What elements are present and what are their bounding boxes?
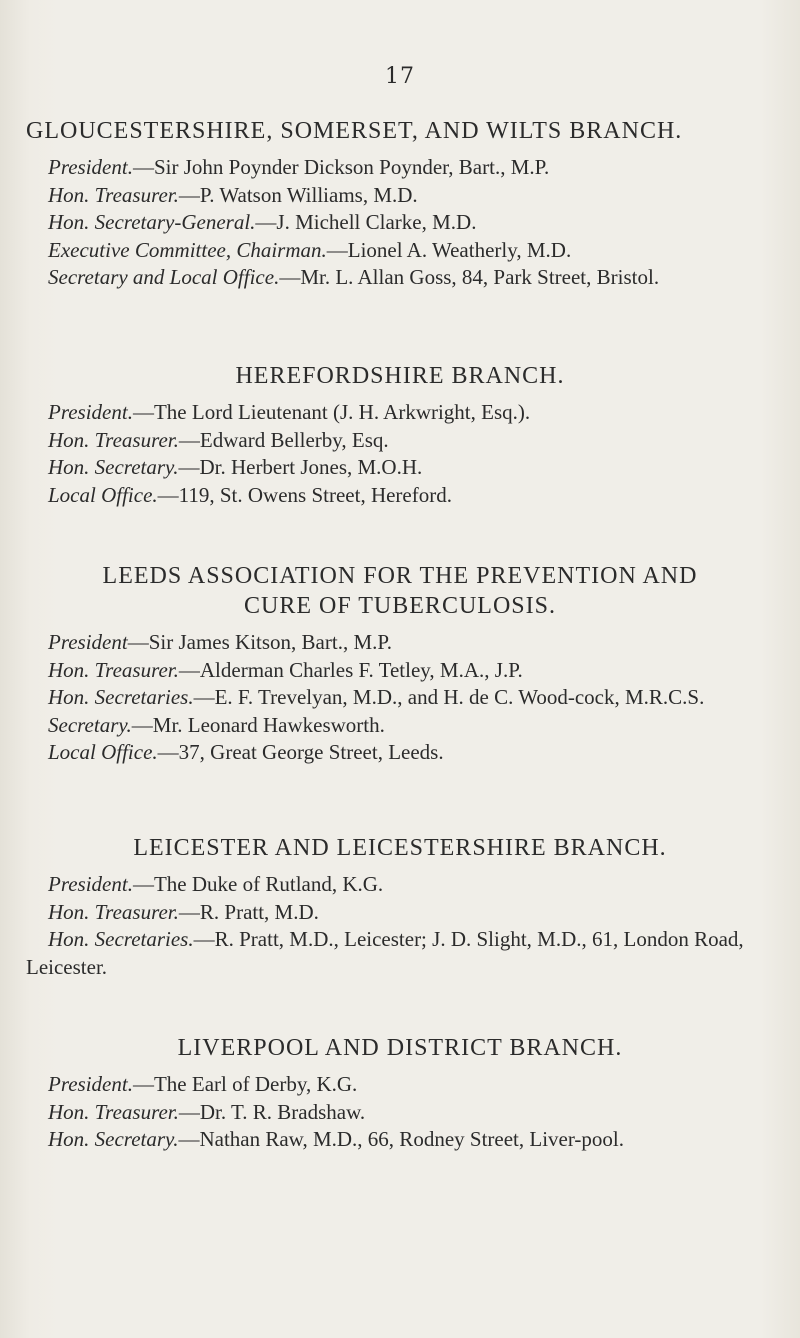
section-leicester: [0, 833, 800, 981]
entry-hon-secretary-general: [0, 209, 800, 237]
entry-text: —Lionel A. Weatherly, M.D.: [326, 237, 572, 262]
entry-text: —Edward Bellerby, Esq.: [178, 427, 389, 452]
section-leeds: [0, 561, 800, 767]
entry-hon-secretaries: [0, 684, 800, 712]
entry-text: —The Earl of Derby, K.G.: [132, 1072, 358, 1096]
entry-executive-chairman: [0, 237, 800, 265]
section-gloucestershire: [0, 116, 800, 292]
entry-text: —Mr. L. Allan Goss, 84, Park Street, Bristol.: [279, 265, 660, 289]
entry-text: —Dr. Herbert Jones, M.O.H.: [178, 455, 423, 479]
entry-hon-secretary: [0, 1126, 800, 1154]
section-heading-line1: LEEDS ASSOCIATION FOR THE PREVENTION AND: [102, 563, 698, 589]
section-heading: LIVERPOOL AND DISTRICT BRANCH.: [177, 1035, 623, 1061]
entry-role: Local Office.: [48, 482, 158, 507]
entry-hon-secretary: [0, 454, 800, 482]
entry-secretary-local-office: [0, 264, 800, 292]
entry-hon-treasurer: [0, 1099, 800, 1127]
section-heading: GLOUCESTERSHIRE, SOMERSET, AND WILTS BRANCH.: [26, 118, 683, 144]
entry-text: —37, Great George Street, Leeds.: [157, 740, 444, 764]
entry-role: President: [48, 630, 128, 654]
page-number: 17: [385, 64, 415, 89]
entry-role: Hon. Secretary.: [48, 1127, 179, 1151]
entry-president: [0, 154, 800, 182]
entry-hon-treasurer: [0, 182, 800, 210]
entry-secretary: [0, 712, 800, 740]
section-heading: HEREFORDSHIRE BRANCH.: [235, 363, 565, 389]
entry-text: —E. F. Trevelyan, M.D., and H. de C. Wood-cock, M.R.C.S.: [193, 685, 705, 709]
entry-role: Hon. Treasurer.: [48, 427, 179, 452]
entry-text: —The Duke of Rutland, K.G.: [132, 872, 384, 896]
entry-hon-treasurer: [0, 427, 800, 455]
entry-role: Hon. Secretary-General.: [48, 210, 256, 234]
entry-role: President.: [48, 155, 133, 179]
section-heading: LEICESTER AND LEICESTERSHIRE BRANCH.: [133, 835, 667, 861]
entry-text: —R. Pratt, M.D.: [178, 899, 319, 924]
entry-role: Executive Committee, Chairman.: [48, 237, 327, 262]
entry-role: Hon. Treasurer.: [48, 182, 179, 207]
entry-role: Hon. Treasurer.: [48, 899, 179, 924]
entry-text: —J. Michell Clarke, M.D.: [255, 210, 477, 234]
entry-role: Hon. Treasurer.: [48, 657, 179, 682]
entry-text: —Dr. T. R. Bradshaw.: [178, 1099, 366, 1124]
entry-text: —Sir John Poynder Dickson Poynder, Bart., M.P.: [132, 155, 550, 179]
entry-text: —Alderman Charles F. Tetley, M.A., J.P.: [178, 657, 523, 682]
entry-text: —The Lord Lieutenant (J. H. Arkwright, Esq.).: [132, 400, 531, 424]
entry-role: Hon. Secretaries.: [48, 927, 194, 951]
entry-president: [0, 1071, 800, 1099]
section-herefordshire: [0, 361, 800, 509]
entry-role: Secretary.: [48, 712, 132, 737]
entry-president: [0, 399, 800, 427]
section-heading-line2: CURE OF TUBERCULOSIS.: [244, 593, 556, 619]
section-liverpool: [0, 1033, 800, 1154]
entry-role: Hon. Treasurer.: [48, 1099, 179, 1124]
entry-role: President.: [48, 872, 133, 896]
entry-role: Hon. Secretaries.: [48, 685, 194, 709]
entry-role: Local Office.: [48, 740, 158, 764]
entry-role: President.: [48, 400, 133, 424]
entry-local-office: [0, 739, 800, 767]
entry-text: —119, St. Owens Street, Hereford.: [157, 482, 452, 507]
entry-text: —Nathan Raw, M.D., 66, Rodney Street, Liver-pool.: [178, 1127, 625, 1151]
entry-president: [0, 871, 800, 899]
entry-role: President.: [48, 1072, 133, 1096]
entry-text: —R. Pratt, M.D., Leicester; J. D. Slight, M.D., 61, London Road, Leicester.: [26, 927, 744, 979]
entry-text: —Mr. Leonard Hawkesworth.: [131, 712, 385, 737]
entry-hon-treasurer: [0, 899, 800, 927]
entry-local-office: [0, 482, 800, 510]
entry-hon-treasurer: [0, 657, 800, 685]
entry-hon-secretaries: [0, 926, 800, 981]
entry-president: [0, 629, 800, 657]
entry-role: Hon. Secretary.: [48, 455, 179, 479]
entry-text: —Sir James Kitson, Bart., M.P.: [127, 630, 392, 654]
entry-role: Secretary and Local Office.: [48, 265, 280, 289]
entry-text: —P. Watson Williams, M.D.: [178, 182, 418, 207]
